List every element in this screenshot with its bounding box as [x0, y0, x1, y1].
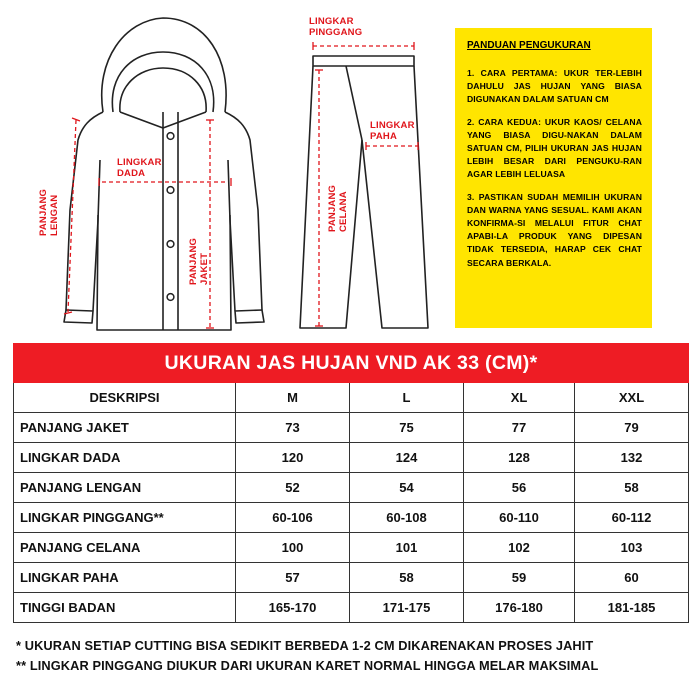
cell-value: 58	[575, 473, 689, 503]
cell-value: 132	[575, 443, 689, 473]
row-label: TINGGI BADAN	[14, 593, 236, 623]
table-row	[14, 593, 689, 623]
jacket-measure-ticks	[64, 118, 231, 328]
thigh-label: LINGKAR PAHA	[370, 120, 415, 142]
size-table	[13, 343, 689, 623]
table-row	[14, 413, 689, 443]
measurement-guide-box	[455, 28, 652, 328]
table-row	[14, 533, 689, 563]
pants-length-label: PANJANG CELANA	[327, 184, 349, 232]
cell-value: 60-112	[575, 503, 689, 533]
cell-value: 60-110	[464, 503, 575, 533]
header-size-xxl: XXL	[575, 383, 689, 413]
cell-value: 120	[236, 443, 350, 473]
header-size-xl: XL	[464, 383, 575, 413]
header-description: DESKRIPSI	[14, 383, 236, 413]
cell-value: 101	[350, 533, 464, 563]
cell-value: 75	[350, 413, 464, 443]
cell-value: 102	[464, 533, 575, 563]
sleeve-label: PANJANG LENGAN	[38, 188, 60, 236]
table-header-row	[14, 383, 689, 413]
header-size-l: L	[350, 383, 464, 413]
cell-value: 171-175	[350, 593, 464, 623]
table-row	[14, 503, 689, 533]
jacket-icon	[64, 18, 264, 330]
header-size-m: M	[236, 383, 350, 413]
cell-value: 77	[464, 413, 575, 443]
table-row	[14, 563, 689, 593]
cell-value: 165-170	[236, 593, 350, 623]
cell-value: 103	[575, 533, 689, 563]
cell-value: 52	[236, 473, 350, 503]
chest-label: LINGKAR DADA	[117, 157, 162, 179]
cell-value: 128	[464, 443, 575, 473]
guide-step-1: 1. CARA PERTAMA: UKUR TER-LEBIH DAHULU JAS HUJAN YANG BIASA DIGUNAKAN DALAM SATUAN CM	[467, 68, 642, 105]
cell-value: 56	[464, 473, 575, 503]
table-row	[14, 473, 689, 503]
cell-value: 176-180	[464, 593, 575, 623]
cell-value: 54	[350, 473, 464, 503]
footnote-waist: ** LINGKAR PINGGANG DIUKUR DARI UKURAN KARET NORMAL HINGGA MELAR MAKSIMAL	[16, 658, 599, 673]
guide-step-2: 2. CARA KEDUA: UKUR KAOS/ CELANA YANG BIASA DIGU-NAKAN DALAM SATUAN CM, PILIH UKURAN JAS HUJAN LEBIH BESAR DARI PENGUKU-RAN AGAR LEBIH LELUASA	[467, 116, 642, 180]
jacket-measure-lines	[68, 120, 228, 328]
cell-value: 58	[350, 563, 464, 593]
guide-title: PANDUAN PENGUKURAN	[467, 40, 591, 51]
cell-value: 60-108	[350, 503, 464, 533]
cell-value: 60-106	[236, 503, 350, 533]
cell-value: 73	[236, 413, 350, 443]
footnote-cutting: * UKURAN SETIAP CUTTING BISA SEDIKIT BERBEDA 1-2 CM DIKARENAKAN PROSES JAHIT	[16, 638, 594, 653]
footnotes	[16, 636, 696, 676]
row-label: PANJANG JAKET	[14, 413, 236, 443]
jacket-length-label: PANJANG JAKET	[188, 237, 210, 285]
cell-value: 59	[464, 563, 575, 593]
cell-value: 100	[236, 533, 350, 563]
cell-value: 57	[236, 563, 350, 593]
row-label: LINGKAR DADA	[14, 443, 236, 473]
table-title: UKURAN JAS HUJAN VND AK 33 (CM)*	[14, 344, 689, 383]
table-row	[14, 443, 689, 473]
jacket-buttons	[167, 133, 174, 301]
row-label: LINGKAR PAHA	[14, 563, 236, 593]
row-label: PANJANG CELANA	[14, 533, 236, 563]
guide-step-3: 3. PASTIKAN SUDAH MEMILIH UKURAN DAN WARNA YANG SESUAL. KAMI AKAN KONFIRMA-SI MELALUI FITUR CHAT APABI-LA PRODUK YANG DIPESAN TIDAK TERSEDIA, HARAP CEK CHAT SECARA BERKALA.	[467, 191, 642, 268]
table-title-row	[14, 344, 689, 383]
cell-value: 181-185	[575, 593, 689, 623]
cell-value: 60	[575, 563, 689, 593]
garment-drawing	[0, 0, 455, 340]
waist-label: LINGKAR PINGGANG	[309, 16, 363, 38]
cell-value: 124	[350, 443, 464, 473]
row-label: PANJANG LENGAN	[14, 473, 236, 503]
row-label: LINGKAR PINGGANG**	[14, 503, 236, 533]
cell-value: 79	[575, 413, 689, 443]
